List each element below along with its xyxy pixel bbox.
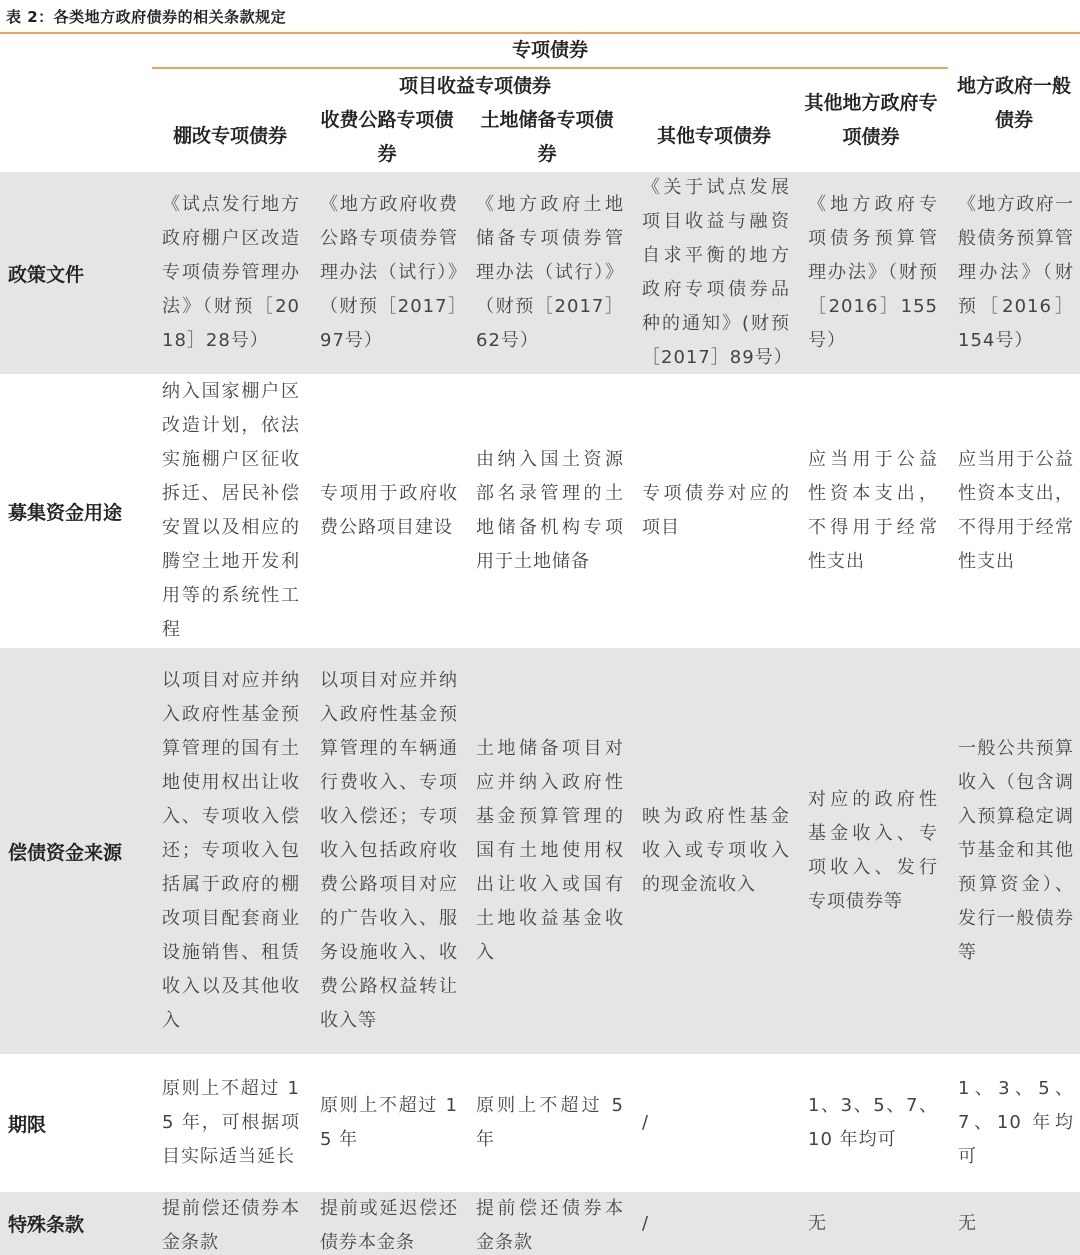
header-col-1: 棚改专项债券 [172,125,287,147]
cell-policy-1: 《试点发行地方政府棚户区改造专项债券管理办法》（财预［2018］28号） [162,194,300,351]
cell-term-1: 原则上不超过 15 年，可根据项目实际适当延长 [162,1078,300,1167]
cell-use-5: 应当用于公益性资本支出，不得用于经常性支出 [808,449,938,572]
cell-repay-6: 一般公共预算收入（包含调入预算稳定调节基金和其他预算资金）、发行一般债券等 [958,738,1074,963]
cell-special-1: 提前偿还债券本金条款 [162,1198,300,1253]
cell-term-5: 1、3、5、7、10 年均可 [808,1095,938,1150]
row-label-special-terms: 特殊条款 [8,1214,85,1236]
row-label-term: 期限 [8,1113,47,1136]
cell-special-6: 无 [958,1212,977,1234]
header-col-2: 收费公路专项债券 [320,109,454,165]
cell-use-4: 专项债券对应的项目 [642,483,790,538]
cell-special-3: 提前偿还债券本金条款 [476,1198,624,1253]
row-label-repayment-source: 偿债资金来源 [8,841,123,864]
cell-use-2: 专项用于政府收费公路项目建设 [320,483,458,538]
row-label-use-of-proceeds: 募集资金用途 [8,501,123,524]
cell-repay-1: 以项目对应并纳入政府性基金预算管理的国有土地使用权出让收入、专项收入偿还；专项收入包括属于政府的棚改项目配套商业设施销售、租赁收入以及其他收入 [162,670,300,1031]
cell-term-3: 原则上不超过 5 年 [476,1095,624,1150]
cell-use-6: 应当用于公益性资本支出，不得用于经常性支出 [958,449,1074,572]
cell-policy-4: 《关于试点发展项目收益与融资自求平衡的地方政府专项债券品种的通知》(财预［2017］89号） [642,177,793,368]
table-caption: 表 2：各类地方政府债券的相关条款规定 [6,8,287,26]
cell-term-6: 1、3、5、7、10 年均可 [958,1078,1074,1167]
cell-special-4: / [642,1212,650,1234]
cell-policy-3: 《地方政府土地储备专项债券管理办法（试行）》（财预［2017］62号） [476,194,624,351]
cell-repay-2: 以项目对应并纳入政府性基金预算管理的车辆通行费收入、专项收入偿还；专项收入包括政府收费公路项目对应的广告收入、服务设施收入、收费公路权益转让收入等 [320,670,458,1031]
header-col-6: 地方政府一般债券 [956,75,1071,131]
cell-repay-4: 映为政府性基金收入或专项收入的现金流收入 [642,806,790,895]
cell-special-5: 无 [808,1212,827,1234]
cell-term-2: 原则上不超过 15 年 [320,1095,458,1150]
cell-special-2: 提前或延迟偿还债券本金条 [320,1198,458,1253]
cell-policy-2: 《地方政府收费公路专项债券管理办法（试行）》（财预［2017］97号） [320,194,458,351]
header-project-income-bonds: 项目收益专项债券 [398,75,551,97]
cell-policy-5: 《地方政府专项债务预算管理办法》（财预［2016］155号） [808,194,938,351]
header-col-5: 其他地方政府专项债券 [804,92,938,148]
header-special-bonds: 专项债券 [511,39,588,61]
cell-policy-6: 《地方政府一般债务预算管理办法》（财预［2016］154号） [958,194,1074,351]
row-label-policy: 政策文件 [8,263,85,286]
cell-repay-5: 对应的政府性基金收入、专项收入、发行专项债券等 [808,789,938,912]
header-col-4: 其他专项债券 [656,125,771,147]
cell-term-4: / [642,1112,650,1133]
cell-repay-3: 土地储备项目对应并纳入政府性基金预算管理的国有土地使用权出让收入或国有土地收益基金收入 [476,738,624,963]
cell-use-1: 纳入国家棚户区改造计划，依法实施棚户区征收拆迁、居民补偿安置以及相应的腾空土地开发利用等的系统性工程 [162,381,300,640]
cell-use-3: 由纳入国土资源部名录管理的土地储备机构专项用于土地储备 [476,449,624,572]
header-col-3: 土地储备专项债券 [480,109,614,165]
